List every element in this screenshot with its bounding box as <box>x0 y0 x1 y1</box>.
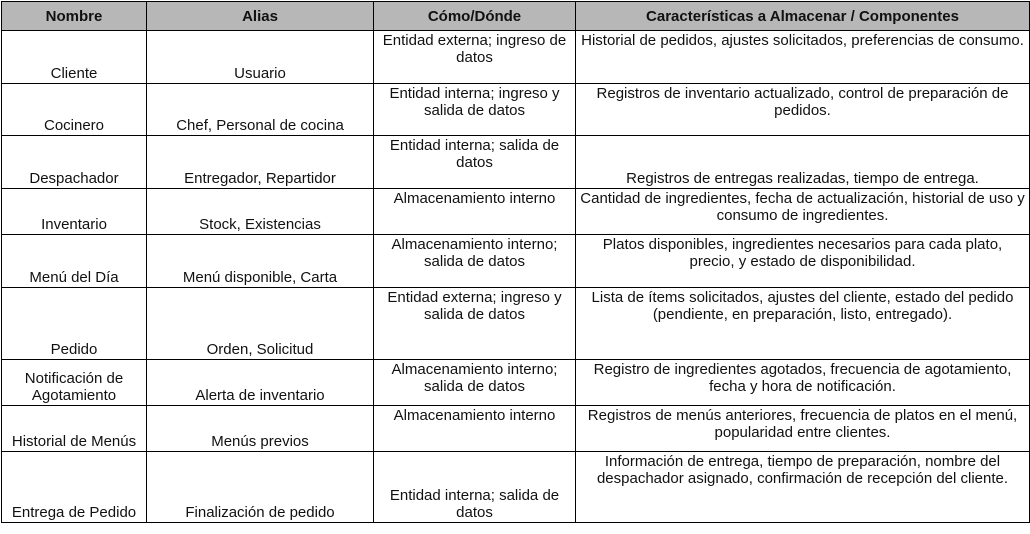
cell-nombre: Despachador <box>2 136 147 189</box>
table-row <box>2 31 1030 84</box>
cell-alias: Usuario <box>147 31 374 84</box>
cell-alias: Menús previos <box>147 406 374 452</box>
data-dictionary-table <box>1 1 1030 523</box>
table-row <box>2 189 1030 235</box>
table-row <box>2 452 1030 523</box>
cell-nombre: Inventario <box>2 189 147 235</box>
cell-como-donde: Almacenamiento interno; salida de datos <box>374 235 576 288</box>
cell-como-donde: Entidad interna; salida de datos <box>374 136 576 189</box>
table-row <box>2 136 1030 189</box>
cell-como-donde: Entidad interna; ingreso y salida de datos <box>374 84 576 136</box>
header-nombre: Nombre <box>2 2 147 31</box>
cell-nombre: Menú del Día <box>2 235 147 288</box>
cell-como-donde: Almacenamiento interno <box>374 406 576 452</box>
header-como-donde: Cómo/Dónde <box>374 2 576 31</box>
cell-caracteristicas: Lista de ítems solicitados, ajustes del cliente, estado del pedido (pendiente, en preparación, listo, entregado). <box>576 288 1030 360</box>
cell-nombre: Cliente <box>2 31 147 84</box>
table-row <box>2 406 1030 452</box>
table-body <box>2 31 1030 523</box>
cell-como-donde: Entidad externa; ingreso de datos <box>374 31 576 84</box>
cell-alias: Menú disponible, Carta <box>147 235 374 288</box>
table-row <box>2 360 1030 406</box>
cell-alias: Orden, Solicitud <box>147 288 374 360</box>
cell-caracteristicas: Registros de inventario actualizado, control de preparación de pedidos. <box>576 84 1030 136</box>
header-caracteristicas: Características a Almacenar / Componentes <box>576 2 1030 31</box>
cell-nombre: Pedido <box>2 288 147 360</box>
table-row <box>2 288 1030 360</box>
cell-nombre: Entrega de Pedido <box>2 452 147 523</box>
cell-caracteristicas: Cantidad de ingredientes, fecha de actualización, historial de uso y consumo de ingredientes. <box>576 189 1030 235</box>
cell-nombre: Historial de Menús <box>2 406 147 452</box>
cell-caracteristicas: Registros de menús anteriores, frecuencia de platos en el menú, popularidad entre clientes. <box>576 406 1030 452</box>
table-header <box>2 2 1030 31</box>
header-alias: Alias <box>147 2 374 31</box>
cell-alias: Stock, Existencias <box>147 189 374 235</box>
cell-alias: Alerta de inventario <box>147 360 374 406</box>
cell-caracteristicas: Registros de entregas realizadas, tiempo de entrega. <box>576 136 1030 189</box>
cell-caracteristicas: Registro de ingredientes agotados, frecuencia de agotamiento, fecha y hora de notificación. <box>576 360 1030 406</box>
cell-nombre: Cocinero <box>2 84 147 136</box>
cell-caracteristicas: Información de entrega, tiempo de preparación, nombre del despachador asignado, confirmación de recepción del cliente. <box>576 452 1030 523</box>
cell-alias: Finalización de pedido <box>147 452 374 523</box>
cell-nombre: Notificación de Agotamiento <box>2 360 147 406</box>
table-row <box>2 84 1030 136</box>
cell-como-donde: Almacenamiento interno; salida de datos <box>374 360 576 406</box>
cell-caracteristicas: Historial de pedidos, ajustes solicitados, preferencias de consumo. <box>576 31 1030 84</box>
table-row <box>2 235 1030 288</box>
header-row <box>2 2 1030 31</box>
cell-alias: Entregador, Repartidor <box>147 136 374 189</box>
cell-como-donde: Almacenamiento interno <box>374 189 576 235</box>
cell-como-donde: Entidad interna; salida de datos <box>374 452 576 523</box>
cell-alias: Chef, Personal de cocina <box>147 84 374 136</box>
cell-como-donde: Entidad externa; ingreso y salida de datos <box>374 288 576 360</box>
cell-caracteristicas: Platos disponibles, ingredientes necesarios para cada plato, precio, y estado de disponibilidad. <box>576 235 1030 288</box>
